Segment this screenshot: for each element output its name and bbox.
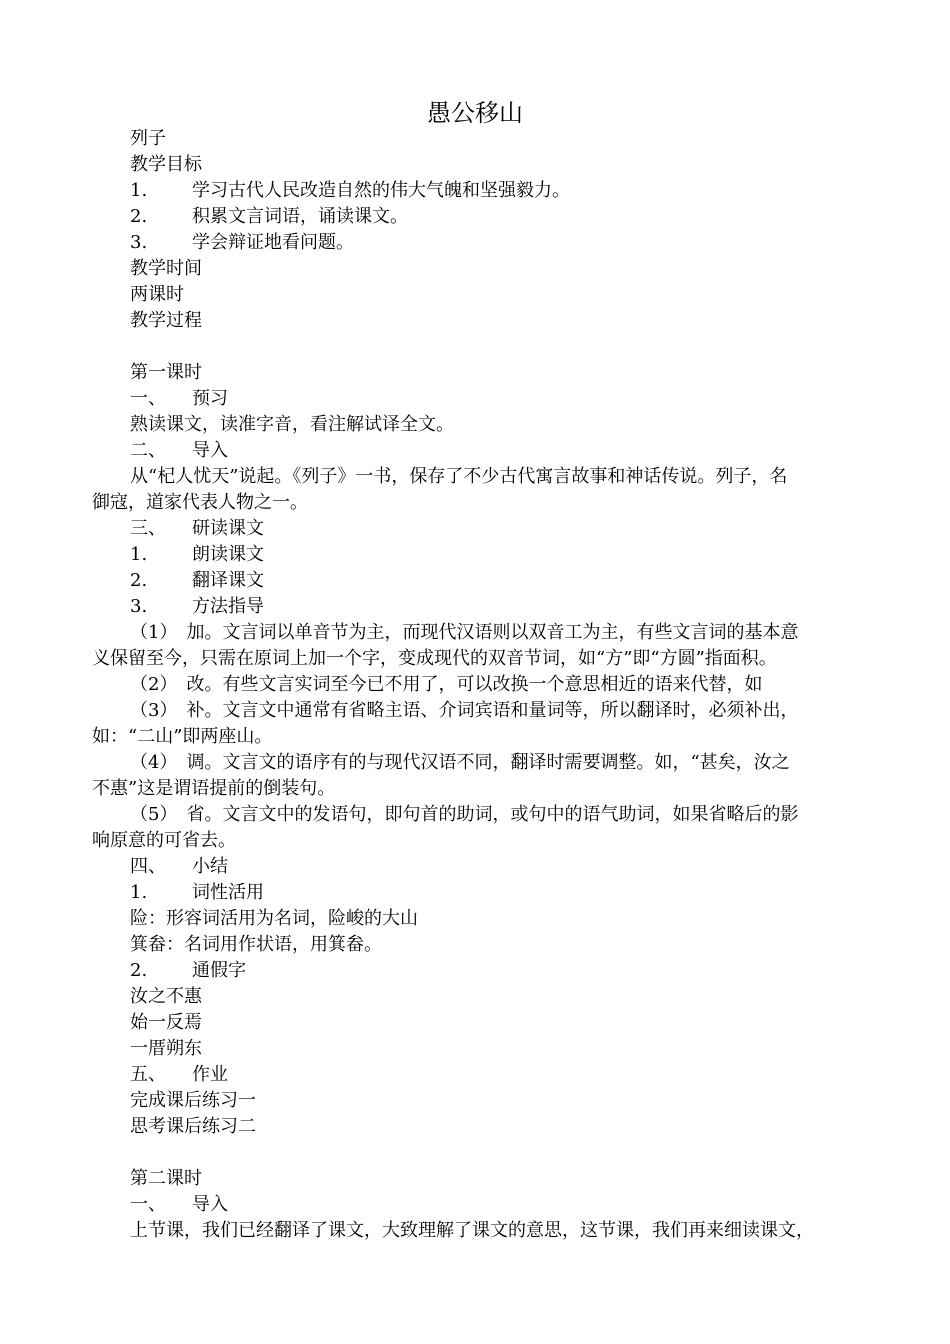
method-line: （2） 改。有些文言实词至今已不用了，可以改换一个意思相近的语来代替，如	[130, 674, 763, 695]
list-item: 1. 朗读课文	[130, 544, 264, 565]
author: 列子	[130, 128, 166, 149]
lesson2-heading: 第二课时	[130, 1168, 202, 1189]
method-line: 如：“二山”即两座山。	[92, 726, 273, 747]
method-line: （5） 省。文言文中的发语句，即句首的助词，或句中的语气助词，如果省略后的影	[130, 804, 799, 825]
text-line: 箕畚：名词用作状语，用箕畚。	[130, 934, 382, 955]
document-body	[92, 126, 860, 1244]
lesson1-heading: 第一课时	[130, 362, 202, 383]
objective-item: 3. 学会辩证地看问题。	[130, 232, 354, 253]
method-line: （1） 加。文言词以单音节为主，而现代汉语则以双音工为主，有些文言词的基本意	[130, 622, 799, 643]
objective-item: 2. 积累文言词语，诵读课文。	[130, 206, 408, 227]
method-line: 响原意的可省去。	[92, 830, 236, 851]
objectives-heading: 教学目标	[130, 154, 202, 175]
section-heading: 五、 作业	[130, 1064, 228, 1085]
time-heading: 教学时间	[130, 258, 202, 279]
list-item: 1. 词性活用	[130, 882, 264, 903]
section-heading: 三、 研读课文	[130, 518, 264, 539]
text-line: 始一反焉	[130, 1012, 202, 1033]
text-line: 思考课后练习二	[130, 1116, 256, 1137]
paragraph-line: 上节课，我们已经翻译了课文，大致理解了课文的意思，这节课，我们再来细读课文，	[130, 1220, 814, 1241]
time-value: 两课时	[130, 284, 184, 305]
text-line: 一厝朔东	[130, 1038, 202, 1059]
paragraph-line: 从“杞人忧天”说起。《列子》一书，保存了不少古代寓言故事和神话传说。列子，名	[130, 466, 788, 487]
list-item: 2. 翻译课文	[130, 570, 264, 591]
process-heading: 教学过程	[130, 310, 202, 331]
section-text: 熟读课文，读准字音，看注解试译全文。	[130, 414, 454, 435]
section-heading: 四、 小结	[130, 856, 228, 877]
list-item: 2. 通假字	[130, 960, 246, 981]
text-line: 险：形容词活用为名词，险峻的大山	[130, 908, 418, 929]
objective-item: 1. 学习古代人民改造自然的伟大气魄和坚强毅力。	[130, 180, 570, 201]
document-title: 愚公移山	[427, 99, 523, 127]
method-line: （4） 调。文言文的语序有的与现代汉语不同，翻译时需要调整。如，“甚矣，汝之	[130, 752, 790, 773]
method-line: 义保留至今，只需在原词上加一个字，变成现代的双音节词，如“方”即“方圆”指面积。	[92, 648, 777, 669]
paragraph-line: 御寇，道家代表人物之一。	[92, 492, 308, 513]
section-heading: 二、 导入	[130, 440, 228, 461]
list-item: 3. 方法指导	[130, 596, 264, 617]
text-line: 完成课后练习一	[130, 1090, 256, 1111]
section-heading: 一、 导入	[130, 1194, 228, 1215]
section-heading: 一、 预习	[130, 388, 228, 409]
method-line: （3） 补。文言文中通常有省略主语、介词宾语和量词等，所以翻译时，必须补出，	[130, 700, 799, 721]
method-line: 不惠”这是谓语提前的倒装句。	[92, 778, 336, 799]
text-line: 汝之不惠	[130, 986, 202, 1007]
